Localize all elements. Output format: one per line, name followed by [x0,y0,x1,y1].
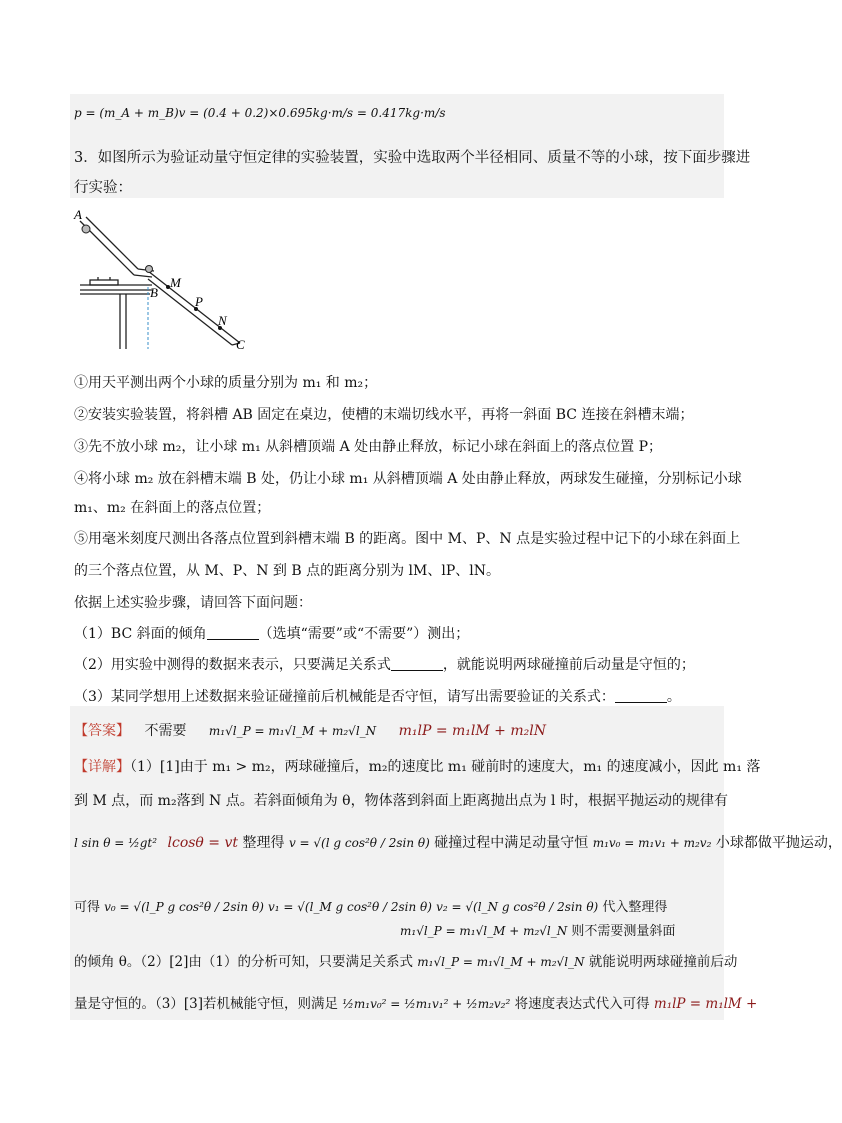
eq-v: v = √(l g cos²θ / 2sin θ) [288,836,430,850]
detail-line-4 [74,896,667,915]
detail-text-3e: 碰撞过程中满足动量守恒 [434,835,589,851]
step-2: ②安装实验装置，将斜槽 AB 固定在桌边，使槽的末端切线水平，再将一斜面 BC 连接在斜槽末端； [74,407,694,423]
q1-text-a: （1）BC 斜面的倾角 [74,626,207,642]
chute-lower-edge [86,217,138,269]
detail-line-3 [74,832,842,852]
label-c: C [236,337,245,352]
detail-line-6 [74,992,757,1012]
step-4b: m₁、m₂ 在斜面上的落点位置； [74,500,271,516]
detail-text-4a: 可得 [74,900,101,915]
detail-text-4g: 则不需要测量斜面 [571,924,676,939]
eq-energy: ½m₁v₀² = ½m₁v₁² + ½m₂v₂² [342,997,511,1011]
detail-line-1 [74,756,760,776]
eq-relation: m₁√l_P = m₁√l_M + m₂√l_N [417,955,585,969]
answer-1: 不需要 [144,723,187,739]
answer-3: m₁lP = m₁lM + m₂lN [398,723,546,739]
q3-text-a: （3）某同学想用上述数据来验证碰撞前后机械能是否守恒，请写出需要验证的关系式： [74,689,615,705]
detail-text-6a: 量是守恒的。（3）[3]若机械能守恒，则满足 [74,996,338,1012]
label-p: P [195,294,203,309]
momentum-formula: p = (m_A + m_B)v = (0.4 + 0.2)×0.695kg·m/s = 0.417kg·m/s [74,106,446,120]
step-1: ①用天平测出两个小球的质量分别为 m₁ 和 m₂； [74,375,378,391]
label-n: N [218,313,227,328]
answer-band [70,706,724,1020]
detail-text-3c: 整理得 [242,835,285,851]
sub-question-2 [74,654,695,674]
apparatus-figure [72,205,262,355]
q2-text-b: ，就能说明两球碰撞前后动量是守恒的； [442,657,695,673]
eq-v0: v₀ = √(l_P g cos²θ / 2sin θ) [104,900,264,914]
question-line-2: 行实验： [74,180,132,196]
detail-text-1: （1）[1]由于 m₁ > m₂，两球碰撞后，m₂的速度比 m₁ 碰前时的速度大，m₁ 的速度减小，因此 m₁ 落 [130,759,761,775]
sub-question-3 [74,686,681,706]
answer-2: m₁√l_P = m₁√l_M + m₂√l_N [208,724,377,738]
detail-line-2: 到 M 点，而 m₂落到 N 点。若斜面倾角为 θ，物体落到斜面上距离抛出点为 l 时，根据平抛运动的规律有 [74,793,728,809]
prompt-line: 依据上述实验步骤，请回答下面问题： [74,595,312,611]
incline-bc [148,271,240,343]
detail-line-5 [74,950,737,970]
ball-m2 [146,266,153,273]
answer-tag: 【答案】 [74,723,130,739]
eq-final: m₁lP = m₁lM + [653,996,758,1012]
detail-text-5a: 的倾角 θ。（2）[2]由（1）的分析可知，只要满足关系式 [74,954,413,970]
eq-lcos: lcosθ = vt [167,835,239,851]
q3-text-b: 。 [666,689,681,705]
detail-text-4e: 代入整理得 [602,900,668,915]
eq-v2: v₂ = √(l_N g cos²θ / 2sin θ) [436,900,599,914]
step-5b: 的三个落点位置，从 M、P、N 到 B 点的距离分别为 lM、lP、lN。 [74,563,500,579]
step-4a: ④将小球 m₂ 放在斜槽末端 B 处，仍让小球 m₁ 从斜槽顶端 A 处由静止释放，两球发生碰撞，分别标记小球 [74,471,742,487]
ball-m1 [82,225,90,233]
eq-result: m₁√l_P = m₁√l_M + m₂√l_N [400,924,568,938]
sub-question-1 [74,623,469,643]
q1-text-b: （选填“需要”或“不需要”）测出； [258,626,470,642]
detail-text-5c: 就能说明两球碰撞前后动 [588,954,738,970]
eq-lsin: l sin θ = ½gt² [74,836,158,850]
step-5a: ⑤用毫米刻度尺测出各落点位置到斜槽末端 B 的距离。图中 M、P、N 点是实验过程中记下的小球在斜面上 [74,531,741,547]
step-3: ③先不放小球 m₂，让小球 m₁ 从斜槽顶端 A 处由静止释放，标记小球在斜面上的落点位置 P； [74,439,663,455]
q2-blank[interactable] [391,656,443,671]
eq-v1: v₁ = √(l_M g cos²θ / 2sin θ) [268,900,432,914]
detail-line-4-cont [400,920,675,939]
detail-text-6c: 将速度表达式代入可得 [514,996,650,1012]
q2-text-a: （2）用实验中测得的数据来表示，只要满足关系式 [74,657,391,673]
label-b: B [150,285,158,300]
q1-blank[interactable] [207,625,259,640]
q3-blank[interactable] [615,688,667,703]
question-line-1: 3．如图所示为验证动量守恒定律的实验装置，实验中选取两个半径相同、质量不等的小球，按下面步骤进 [74,150,751,166]
label-a: A [74,207,82,222]
label-m: M [170,275,181,290]
detail-text-3g: 小球都做平抛运动， [715,835,842,851]
detail-tag: 【详解】 [74,759,130,775]
answer-line [74,720,546,740]
eq-momentum: m₁v₀ = m₁v₁ + m₂v₂ [592,836,712,850]
